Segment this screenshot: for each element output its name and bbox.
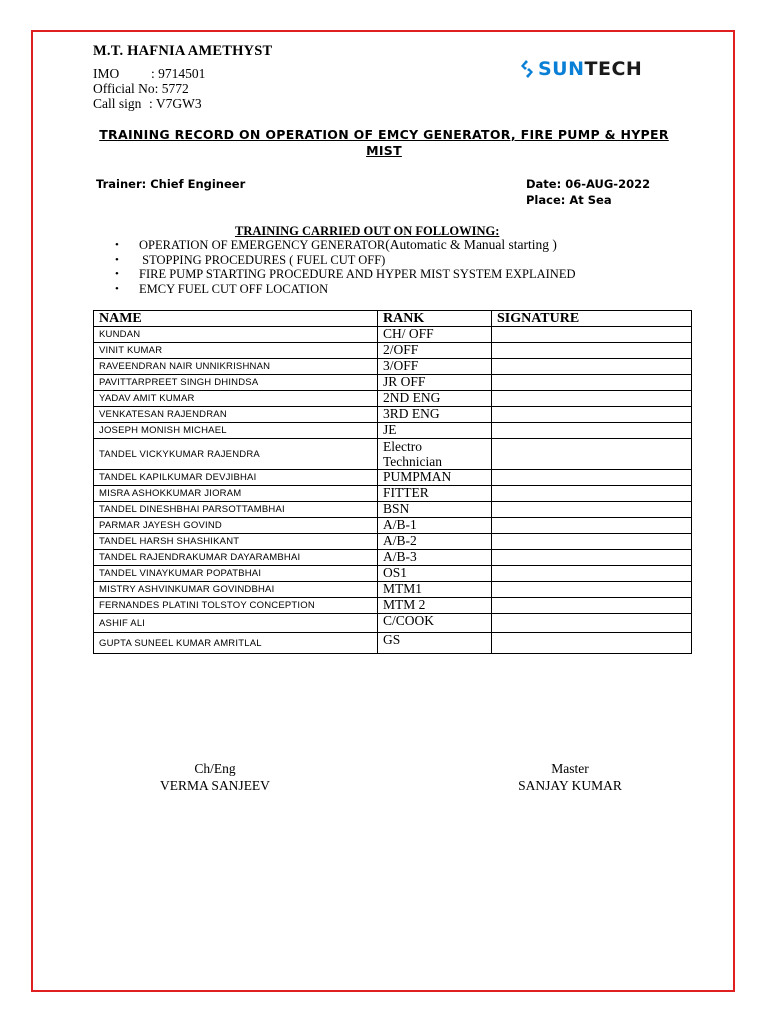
crew-rank-cell: 3/OFF (378, 359, 492, 375)
signature-cell (492, 598, 692, 614)
table-row (94, 343, 692, 359)
logo-text-sun: SUN (538, 58, 585, 80)
suntech-diamond-icon (520, 59, 534, 79)
call-sign-label: Call sign (93, 96, 142, 111)
list-item: • STOPPING PROCEDURES ( FUEL CUT OFF) (115, 252, 386, 267)
table-header-row (94, 311, 692, 327)
list-item: • FIRE PUMP STARTING PROCEDURE AND HYPER MIST SYSTEM EXPLAINED (115, 267, 576, 282)
crew-rank-cell: OS1 (378, 566, 492, 582)
crew-rank-cell: A/B-3 (378, 550, 492, 566)
table-row (94, 614, 692, 633)
signature-cell (492, 566, 692, 582)
crew-rank-cell: BSN (378, 502, 492, 518)
training-list (115, 238, 576, 297)
signatory-right-name: SANJAY KUMAR (518, 778, 622, 793)
signature-cell (492, 375, 692, 391)
table-row (94, 582, 692, 598)
signature-cell (492, 550, 692, 566)
crew-rank-cell: 2ND ENG (378, 391, 492, 407)
crew-name-cell: TANDEL VICKYKUMAR RAJENDRA (94, 439, 378, 470)
signatory-right (475, 760, 665, 794)
signatory-left-name: VERMA SANJEEV (160, 778, 270, 793)
signature-cell (492, 327, 692, 343)
signatory-left (120, 760, 310, 794)
crew-name-cell: KUNDAN (94, 327, 378, 343)
imo-line (93, 66, 205, 81)
signature-cell (492, 582, 692, 598)
call-sign-value: : V7GW3 (149, 96, 202, 111)
table-row (94, 407, 692, 423)
signature-cell (492, 470, 692, 486)
logo-text-tech: TECH (584, 58, 643, 80)
trainer: Trainer: Chief Engineer (96, 177, 246, 191)
crew-name-cell: VINIT KUMAR (94, 343, 378, 359)
table-row (94, 598, 692, 614)
imo-label: IMO (93, 66, 120, 81)
signature-cell (492, 407, 692, 423)
crew-name-cell: TANDEL RAJENDRAKUMAR DAYARAMBHAI (94, 550, 378, 566)
table-row (94, 486, 692, 502)
list-item: • EMCY FUEL CUT OFF LOCATION (115, 282, 329, 297)
logo-text (538, 58, 642, 80)
crew-name-cell: MISTRY ASHVINKUMAR GOVINDBHAI (94, 582, 378, 598)
signature-cell (492, 614, 692, 633)
table-row (94, 439, 692, 470)
crew-name-cell: TANDEL KAPILKUMAR DEVJIBHAI (94, 470, 378, 486)
official-no: Official No: 5772 (93, 81, 189, 96)
ship-name: M.T. HAFNIA AMETHYST (93, 43, 273, 59)
crew-rank-cell: GS (378, 633, 492, 654)
document-title: TRAINING RECORD ON OPERATION OF EMCY GENERATOR, FIRE PUMP & HYPER MIST (99, 127, 669, 158)
signature-cell (492, 518, 692, 534)
table-row (94, 550, 692, 566)
signature-cell (492, 423, 692, 439)
list-item: • OPERATION OF EMERGENCY GENERATOR (Automatic & Manual starting ) (115, 237, 557, 252)
signature-cell (492, 343, 692, 359)
crew-name-cell: JOSEPH MONISH MICHAEL (94, 423, 378, 439)
signatory-left-title: Ch/Eng (194, 761, 236, 776)
crew-rank-cell: A/B-1 (378, 518, 492, 534)
column-header-signature: SIGNATURE (492, 311, 692, 327)
signatory-right-title: Master (551, 761, 589, 776)
crew-rank-cell: 3RD ENG (378, 407, 492, 423)
crew-rank-cell: JR OFF (378, 375, 492, 391)
column-header-name: NAME (94, 311, 378, 327)
crew-name-cell: PAVITTARPREET SINGH DHINDSA (94, 375, 378, 391)
crew-rank-cell: C/COOK (378, 614, 492, 633)
crew-rank-cell: JE (378, 423, 492, 439)
date: Date: 06-AUG-2022 (526, 177, 651, 191)
crew-rank-cell: CH/ OFF (378, 327, 492, 343)
signature-cell (492, 534, 692, 550)
suntech-logo (520, 58, 642, 80)
table-row (94, 359, 692, 375)
crew-rank-cell: Electro Technician (378, 439, 492, 470)
call-sign-line (93, 96, 202, 111)
crew-name-cell: MISRA ASHOKKUMAR JIORAM (94, 486, 378, 502)
crew-name-cell: VENKATESAN RAJENDRAN (94, 407, 378, 423)
crew-name-cell: ASHIF ALI (94, 614, 378, 633)
signature-cell (492, 391, 692, 407)
signature-cell (492, 633, 692, 654)
crew-table (93, 310, 692, 654)
place: Place: At Sea (526, 193, 612, 207)
crew-name-cell: TANDEL DINESHBHAI PARSOTTAMBHAI (94, 502, 378, 518)
table-row (94, 534, 692, 550)
table-row (94, 423, 692, 439)
training-heading: TRAINING CARRIED OUT ON FOLLOWING: (235, 224, 500, 238)
crew-name-cell: RAVEENDRAN NAIR UNNIKRISHNAN (94, 359, 378, 375)
crew-name-cell: YADAV AMIT KUMAR (94, 391, 378, 407)
table-row (94, 327, 692, 343)
table-row (94, 470, 692, 486)
crew-name-cell: PARMAR JAYESH GOVIND (94, 518, 378, 534)
crew-name-cell: TANDEL HARSH SHASHIKANT (94, 534, 378, 550)
signature-cell (492, 439, 692, 470)
imo-value: : 9714501 (151, 66, 206, 81)
table-row (94, 518, 692, 534)
table-row (94, 502, 692, 518)
crew-name-cell: GUPTA SUNEEL KUMAR AMRITLAL (94, 633, 378, 654)
signature-cell (492, 486, 692, 502)
crew-rank-cell: A/B-2 (378, 534, 492, 550)
table-row (94, 391, 692, 407)
crew-rank-cell: FITTER (378, 486, 492, 502)
table-row (94, 375, 692, 391)
crew-name-cell: TANDEL VINAYKUMAR POPATBHAI (94, 566, 378, 582)
signature-cell (492, 502, 692, 518)
crew-rank-cell: PUMPMAN (378, 470, 492, 486)
column-header-rank: RANK (378, 311, 492, 327)
table-row (94, 633, 692, 654)
table-row (94, 566, 692, 582)
crew-rank-cell: MTM 2 (378, 598, 492, 614)
crew-rank-cell: MTM1 (378, 582, 492, 598)
signature-cell (492, 359, 692, 375)
crew-rank-cell: 2/OFF (378, 343, 492, 359)
crew-name-cell: FERNANDES PLATINI TOLSTOY CONCEPTION (94, 598, 378, 614)
